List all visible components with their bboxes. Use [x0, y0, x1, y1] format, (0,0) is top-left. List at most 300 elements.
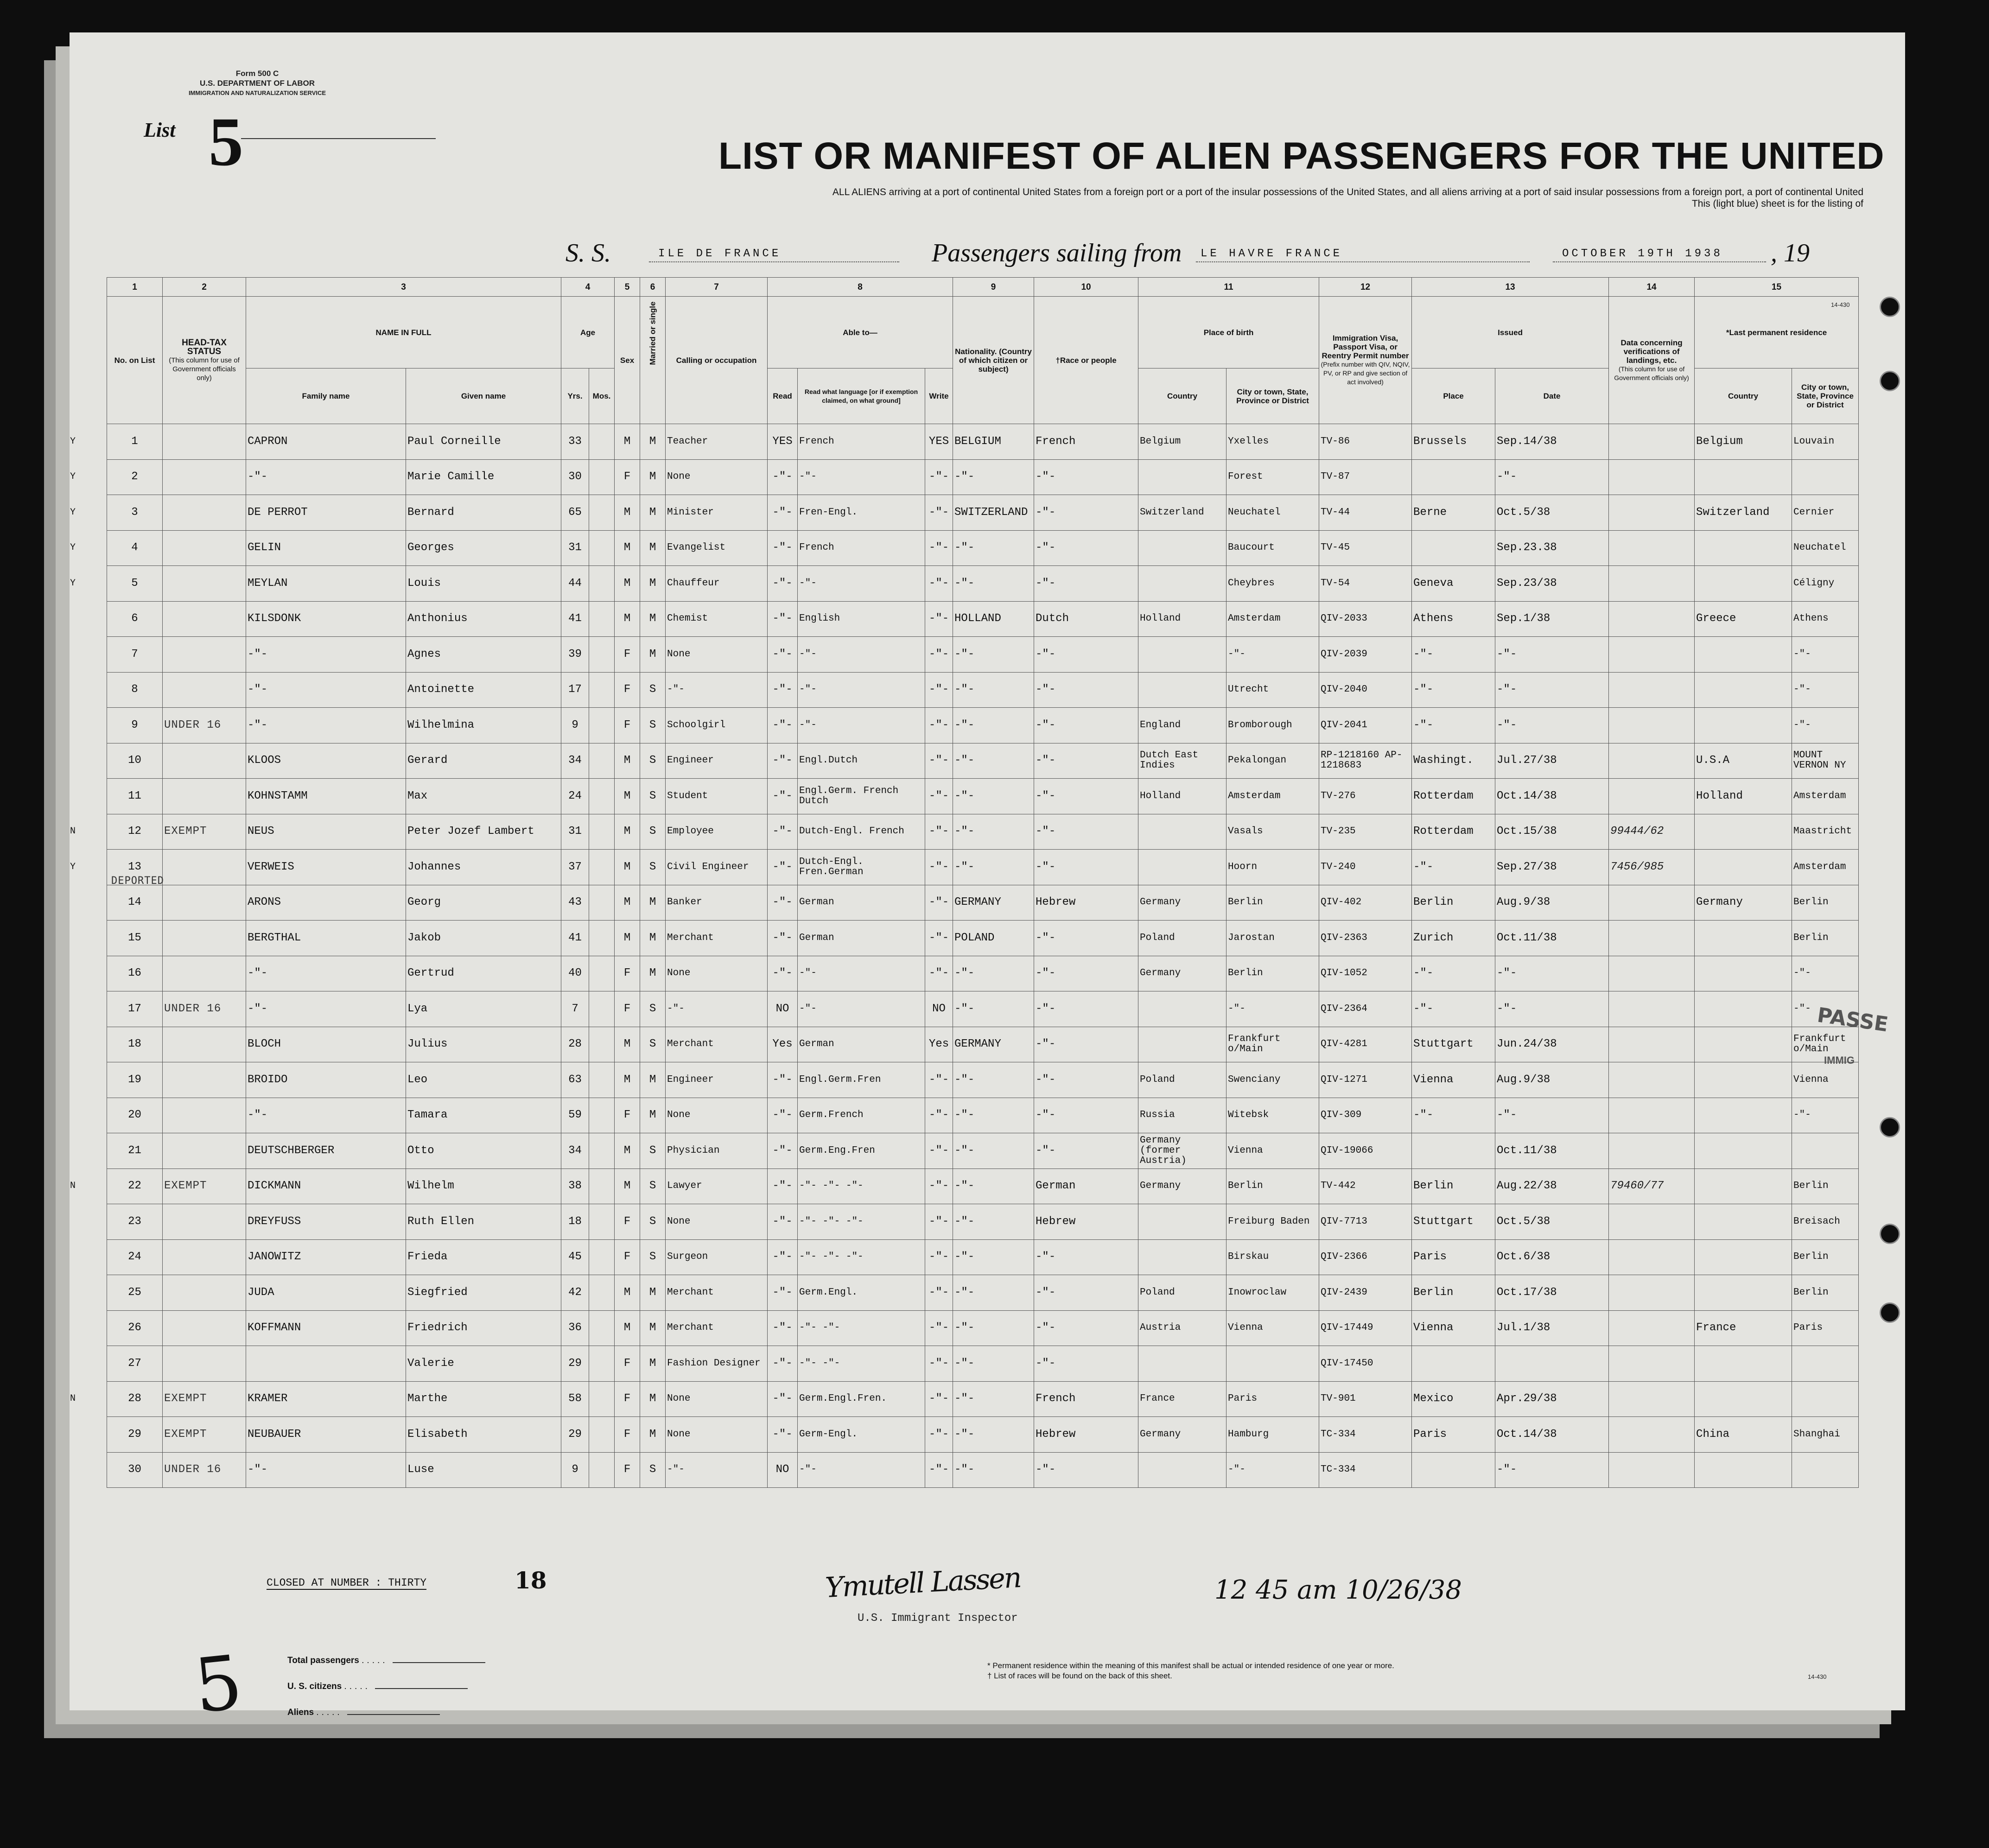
row-number: 16	[128, 967, 141, 980]
row-number-cell	[107, 1062, 163, 1098]
landing-verification	[1609, 885, 1695, 921]
birth-city: Bromborough	[1226, 708, 1319, 743]
race: French	[1034, 424, 1138, 460]
can-write: -"-	[925, 459, 953, 495]
sex: M	[615, 779, 640, 814]
voyage-line	[464, 241, 1854, 269]
sex: F	[615, 1346, 640, 1382]
can-write: -"-	[925, 1310, 953, 1346]
handwritten-timestamp: 12 45 am 10/26/38	[1214, 1575, 1462, 1605]
table-row	[107, 1452, 1859, 1488]
can-write: -"-	[925, 921, 953, 956]
list-label: List	[144, 119, 176, 141]
age-months	[589, 1346, 615, 1382]
colnum-10: 10	[1034, 278, 1138, 297]
family-name: KLOOS	[246, 743, 406, 779]
age-months	[589, 459, 615, 495]
can-read: -"-	[768, 459, 798, 495]
landing-verification	[1609, 1133, 1695, 1169]
birth-city	[1226, 1346, 1319, 1382]
head-tax-status	[163, 1027, 246, 1062]
marital-status: S	[640, 1133, 666, 1169]
table-row	[107, 566, 1859, 602]
race: -"-	[1034, 637, 1138, 673]
landing-verification	[1609, 1452, 1695, 1488]
marital-status: M	[640, 1062, 666, 1098]
age-months	[589, 1133, 615, 1169]
residence-country	[1695, 1027, 1792, 1062]
can-read: -"-	[768, 708, 798, 743]
birth-country	[1138, 459, 1226, 495]
issued-place: -"-	[1412, 991, 1495, 1027]
birth-country: England	[1138, 708, 1226, 743]
sex: M	[615, 1275, 640, 1311]
can-write: -"-	[925, 779, 953, 814]
birth-country: Belgium	[1138, 424, 1226, 460]
issued-place	[1412, 530, 1495, 566]
nationality: -"-	[953, 530, 1034, 566]
marital-status: M	[640, 601, 666, 637]
sex: M	[615, 495, 640, 531]
birth-country: Germany	[1138, 885, 1226, 921]
family-name	[246, 1346, 406, 1382]
age-years: 59	[561, 1098, 589, 1133]
read-language: Germ.Engl.Fren.	[798, 1381, 925, 1417]
family-name: CAPRON	[246, 424, 406, 460]
read-language: Dutch-Engl. Fren.German	[798, 850, 925, 885]
issued-place: -"-	[1412, 956, 1495, 991]
sex: M	[615, 1062, 640, 1098]
age-years: 58	[561, 1381, 589, 1417]
form-code: Form 500 C	[235, 69, 279, 78]
race: -"-	[1034, 779, 1138, 814]
marital-status: M	[640, 637, 666, 673]
row-number-cell	[107, 601, 163, 637]
residence-country: China	[1695, 1417, 1792, 1453]
landing-verification	[1609, 1239, 1695, 1275]
occupation: Teacher	[666, 424, 768, 460]
visa-number: QIV-1271	[1319, 1062, 1412, 1098]
landing-verification	[1609, 921, 1695, 956]
row-mark: N	[70, 1181, 76, 1192]
given-name: Marie Camille	[406, 459, 561, 495]
issued-place: -"-	[1412, 1098, 1495, 1133]
sex: M	[615, 1168, 640, 1204]
can-write: -"-	[925, 1239, 953, 1275]
header-read: Read	[768, 368, 798, 424]
issued-date: Sep.23.38	[1495, 530, 1609, 566]
issued-place: Berlin	[1412, 885, 1495, 921]
row-number-cell	[70, 1168, 163, 1204]
can-read: -"-	[768, 814, 798, 850]
marital-status: S	[640, 1204, 666, 1240]
department-name: U.S. DEPARTMENT OF LABOR	[199, 79, 315, 88]
row-number-cell	[107, 1346, 163, 1382]
birth-city: Forest	[1226, 459, 1319, 495]
birth-country: Poland	[1138, 921, 1226, 956]
read-language: Fren-Engl.	[798, 495, 925, 531]
birth-country: Holland	[1138, 601, 1226, 637]
landing-verification	[1609, 991, 1695, 1027]
head-tax-status	[163, 921, 246, 956]
nationality: -"-	[953, 1062, 1034, 1098]
age-years: 43	[561, 885, 589, 921]
visa-number: QIV-2364	[1319, 991, 1412, 1027]
nationality: -"-	[953, 1310, 1034, 1346]
inspector-label: U.S. Immigrant Inspector	[858, 1612, 1018, 1625]
birth-country: Germany	[1138, 1168, 1226, 1204]
nationality: GERMANY	[953, 1027, 1034, 1062]
family-name: KRAMER	[246, 1381, 406, 1417]
visa-number: QIV-309	[1319, 1098, 1412, 1133]
family-name: -"-	[246, 956, 406, 991]
read-language: German	[798, 885, 925, 921]
issued-date: Oct.15/38	[1495, 814, 1609, 850]
sailing-date: OCTOBER 19TH 1938	[1562, 248, 1723, 260]
given-name: Ruth Ellen	[406, 1204, 561, 1240]
table-row	[107, 708, 1859, 743]
family-name: ARONS	[246, 885, 406, 921]
row-number: 2	[131, 470, 138, 483]
age-months	[589, 1027, 615, 1062]
family-name: DREYFUSS	[246, 1204, 406, 1240]
header-issued: Issued	[1412, 297, 1609, 368]
head-tax-status	[163, 850, 246, 885]
sex: M	[615, 814, 640, 850]
read-language: -"-	[798, 956, 925, 991]
can-read: -"-	[768, 885, 798, 921]
head-tax-status	[163, 743, 246, 779]
birth-country	[1138, 1452, 1226, 1488]
binder-hole-2	[1880, 371, 1900, 391]
can-read: -"-	[768, 637, 798, 673]
header-head-tax-title: HEAD-TAX STATUS	[182, 337, 227, 356]
row-number-cell	[70, 566, 163, 602]
row-number: 28	[128, 1392, 141, 1405]
race: -"-	[1034, 1098, 1138, 1133]
age-years: 38	[561, 1168, 589, 1204]
visa-number: QIV-19066	[1319, 1133, 1412, 1169]
header-calling: Calling or occupation	[666, 297, 768, 424]
header-visa	[1319, 297, 1412, 424]
marital-status: M	[640, 1381, 666, 1417]
race: Hebrew	[1034, 1204, 1138, 1240]
residence-country	[1695, 814, 1792, 850]
row-number-cell	[107, 885, 163, 921]
head-tax-status	[163, 779, 246, 814]
table-row	[107, 814, 1859, 850]
can-read: -"-	[768, 1417, 798, 1453]
can-read: -"-	[768, 1239, 798, 1275]
nationality: -"-	[953, 1098, 1034, 1133]
marital-status: S	[640, 1452, 666, 1488]
table-row	[107, 1310, 1859, 1346]
landing-verification: 99444/62	[1609, 814, 1695, 850]
landing-verification	[1609, 495, 1695, 531]
row-number: 23	[128, 1215, 141, 1228]
residence-country	[1695, 1204, 1792, 1240]
nationality: -"-	[953, 708, 1034, 743]
age-months	[589, 850, 615, 885]
visa-number: TV-235	[1319, 814, 1412, 850]
age-months	[589, 1098, 615, 1133]
residence-country	[1695, 566, 1792, 602]
occupation: Merchant	[666, 1027, 768, 1062]
age-years: 17	[561, 672, 589, 708]
aliens-label: Aliens	[287, 1708, 314, 1717]
family-name: KILSDONK	[246, 601, 406, 637]
visa-number: QIV-7713	[1319, 1204, 1412, 1240]
sex: F	[615, 1381, 640, 1417]
nationality: -"-	[953, 991, 1034, 1027]
colnum-6: 6	[640, 278, 666, 297]
visa-number: QIV-402	[1319, 885, 1412, 921]
issued-place: Vienna	[1412, 1310, 1495, 1346]
can-write: -"-	[925, 708, 953, 743]
race: -"-	[1034, 495, 1138, 531]
header-family-name: Family name	[246, 368, 406, 424]
residence-city: Paris	[1792, 1310, 1859, 1346]
marital-status: M	[640, 1275, 666, 1311]
sex: M	[615, 1310, 640, 1346]
issued-date: -"-	[1495, 637, 1609, 673]
issued-date: Oct.14/38	[1495, 1417, 1609, 1453]
row-number: 4	[131, 541, 138, 554]
family-name: -"-	[246, 672, 406, 708]
can-write: -"-	[925, 601, 953, 637]
visa-number: TC-334	[1319, 1452, 1412, 1488]
table-row	[107, 1275, 1859, 1311]
issued-date: Oct.11/38	[1495, 921, 1609, 956]
colnum-9: 9	[953, 278, 1034, 297]
age-years: 18	[561, 1204, 589, 1240]
head-tax-status	[163, 1204, 246, 1240]
residence-country	[1695, 530, 1792, 566]
occupation: Engineer	[666, 743, 768, 779]
residence-city: Breisach	[1792, 1204, 1859, 1240]
footnote-residence: * Permanent residence within the meaning of this manifest shall be actual or intended residence of one year or more.	[987, 1661, 1394, 1670]
residence-city	[1792, 1346, 1859, 1382]
landing-verification	[1609, 530, 1695, 566]
deported-stamp: DEPORTED	[111, 875, 164, 887]
issued-date: Jun.24/38	[1495, 1027, 1609, 1062]
landing-verification	[1609, 956, 1695, 991]
given-name: Bernard	[406, 495, 561, 531]
can-read: Yes	[768, 1027, 798, 1062]
header-read-lang: Read what language [or if exemption claimed, on what ground]	[798, 368, 925, 424]
sheet-code-footer: 14-430	[1808, 1673, 1827, 1680]
subtitle	[399, 186, 1863, 210]
residence-country: Germany	[1695, 885, 1792, 921]
age-years: 31	[561, 530, 589, 566]
birth-country	[1138, 530, 1226, 566]
marital-status: S	[640, 814, 666, 850]
read-language: Germ.Eng.Fren	[798, 1133, 925, 1169]
family-name: BERGTHAL	[246, 921, 406, 956]
read-language: Dutch-Engl. French	[798, 814, 925, 850]
row-mark: N	[70, 1393, 76, 1404]
given-name: Louis	[406, 566, 561, 602]
residence-city: Céligny	[1792, 566, 1859, 602]
nationality: -"-	[953, 1381, 1034, 1417]
birth-city: Berlin	[1226, 956, 1319, 991]
birth-city: Utrecht	[1226, 672, 1319, 708]
read-language: -"-	[798, 637, 925, 673]
sex: F	[615, 1452, 640, 1488]
age-years: 42	[561, 1275, 589, 1311]
row-number: 6	[131, 612, 138, 625]
row-mark: Y	[70, 436, 76, 447]
head-tax-status	[163, 601, 246, 637]
occupation: None	[666, 459, 768, 495]
can-read: NO	[768, 991, 798, 1027]
issued-date: Aug.9/38	[1495, 1062, 1609, 1098]
residence-city	[1792, 1452, 1859, 1488]
race: -"-	[1034, 1027, 1138, 1062]
occupation: Lawyer	[666, 1168, 768, 1204]
landing-verification	[1609, 424, 1695, 460]
age-years: 41	[561, 921, 589, 956]
header-date: Date	[1495, 368, 1609, 424]
occupation: None	[666, 956, 768, 991]
birth-country	[1138, 566, 1226, 602]
colnum-15: 15	[1695, 278, 1859, 297]
row-number-cell	[107, 743, 163, 779]
sex: M	[615, 530, 640, 566]
can-read: -"-	[768, 1168, 798, 1204]
marital-status: M	[640, 1346, 666, 1382]
can-write: -"-	[925, 1062, 953, 1098]
issued-place: Zurich	[1412, 921, 1495, 956]
residence-country	[1695, 991, 1792, 1027]
read-language: -"-	[798, 566, 925, 602]
birth-country	[1138, 672, 1226, 708]
table-row	[107, 1204, 1859, 1240]
visa-number: TV-276	[1319, 779, 1412, 814]
sex: M	[615, 566, 640, 602]
read-language: -"-	[798, 708, 925, 743]
residence-country	[1695, 637, 1792, 673]
issued-place	[1412, 1452, 1495, 1488]
table-row	[107, 921, 1859, 956]
row-number: 10	[128, 754, 141, 767]
age-months	[589, 1417, 615, 1453]
birth-city: Frankfurt o/Main	[1226, 1027, 1319, 1062]
race: -"-	[1034, 956, 1138, 991]
birth-city: Amsterdam	[1226, 779, 1319, 814]
read-language: Engl.Germ.Fren	[798, 1062, 925, 1098]
residence-city: Maastricht	[1792, 814, 1859, 850]
occupation: Schoolgirl	[666, 708, 768, 743]
table-row	[107, 601, 1859, 637]
header-place: Place	[1412, 368, 1495, 424]
issued-date: Sep.1/38	[1495, 601, 1609, 637]
year-label: , 19	[1771, 239, 1810, 267]
table-row	[107, 637, 1859, 673]
row-mark: Y	[70, 542, 76, 553]
nationality: -"-	[953, 956, 1034, 991]
landing-verification	[1609, 1204, 1695, 1240]
landing-verification	[1609, 1381, 1695, 1417]
colnum-3: 3	[246, 278, 561, 297]
list-underline	[241, 138, 436, 139]
read-language: -"- -"- -"-	[798, 1204, 925, 1240]
occupation: -"-	[666, 672, 768, 708]
residence-country	[1695, 1168, 1792, 1204]
occupation: Banker	[666, 885, 768, 921]
colnum-12: 12	[1319, 278, 1412, 297]
occupation: -"-	[666, 1452, 768, 1488]
residence-city: -"-	[1792, 708, 1859, 743]
read-language: German	[798, 921, 925, 956]
age-months	[589, 530, 615, 566]
given-name: Johannes	[406, 850, 561, 885]
family-name: DE PERROT	[246, 495, 406, 531]
can-write: -"-	[925, 1452, 953, 1488]
family-name: KOFFMANN	[246, 1310, 406, 1346]
residence-city: -"-	[1792, 991, 1859, 1027]
issued-place: -"-	[1412, 672, 1495, 708]
residence-country: U.S.A	[1695, 743, 1792, 779]
issued-place	[1412, 459, 1495, 495]
us-citizens-row: U. S. citizens .....	[287, 1674, 485, 1700]
given-name: Wilhelm	[406, 1168, 561, 1204]
issued-place: Berne	[1412, 495, 1495, 531]
issued-date: -"-	[1495, 1452, 1609, 1488]
residence-country	[1695, 1133, 1792, 1169]
table-row	[107, 779, 1859, 814]
family-name: DICKMANN	[246, 1168, 406, 1204]
birth-country: Switzerland	[1138, 495, 1226, 531]
marital-status: M	[640, 1310, 666, 1346]
race: -"-	[1034, 1239, 1138, 1275]
residence-city: -"-	[1792, 956, 1859, 991]
header-nationality: Nationality. (Country of which citizen or subject)	[953, 297, 1034, 424]
header-head-tax	[163, 297, 246, 424]
row-number: 5	[131, 577, 138, 590]
birth-city: Vienna	[1226, 1310, 1319, 1346]
can-write: -"-	[925, 495, 953, 531]
row-number: 18	[128, 1038, 141, 1051]
residence-country	[1695, 1381, 1792, 1417]
birth-country: Germany	[1138, 1417, 1226, 1453]
residence-country: Switzerland	[1695, 495, 1792, 531]
head-tax-status	[163, 672, 246, 708]
marital-status: M	[640, 1417, 666, 1453]
can-read: -"-	[768, 601, 798, 637]
age-years: 37	[561, 850, 589, 885]
sex: F	[615, 1417, 640, 1453]
landing-verification	[1609, 1098, 1695, 1133]
header-able-to: Able to—	[768, 297, 953, 368]
header-res-country: Country	[1695, 368, 1792, 424]
occupation: Chauffeur	[666, 566, 768, 602]
row-number-cell	[107, 779, 163, 814]
visa-number: QIV-2366	[1319, 1239, 1412, 1275]
header-landing-title: Data concerning verifications of landings, etc.	[1620, 338, 1683, 365]
read-language: -"- -"- -"-	[798, 1168, 925, 1204]
age-months	[589, 601, 615, 637]
age-months	[589, 921, 615, 956]
can-write: -"-	[925, 637, 953, 673]
sex: M	[615, 1027, 640, 1062]
occupation: None	[666, 1204, 768, 1240]
race: Hebrew	[1034, 1417, 1138, 1453]
visa-number: TV-442	[1319, 1168, 1412, 1204]
binder-hole-5	[1880, 1302, 1900, 1323]
age-months	[589, 495, 615, 531]
row-number-cell	[70, 459, 163, 495]
